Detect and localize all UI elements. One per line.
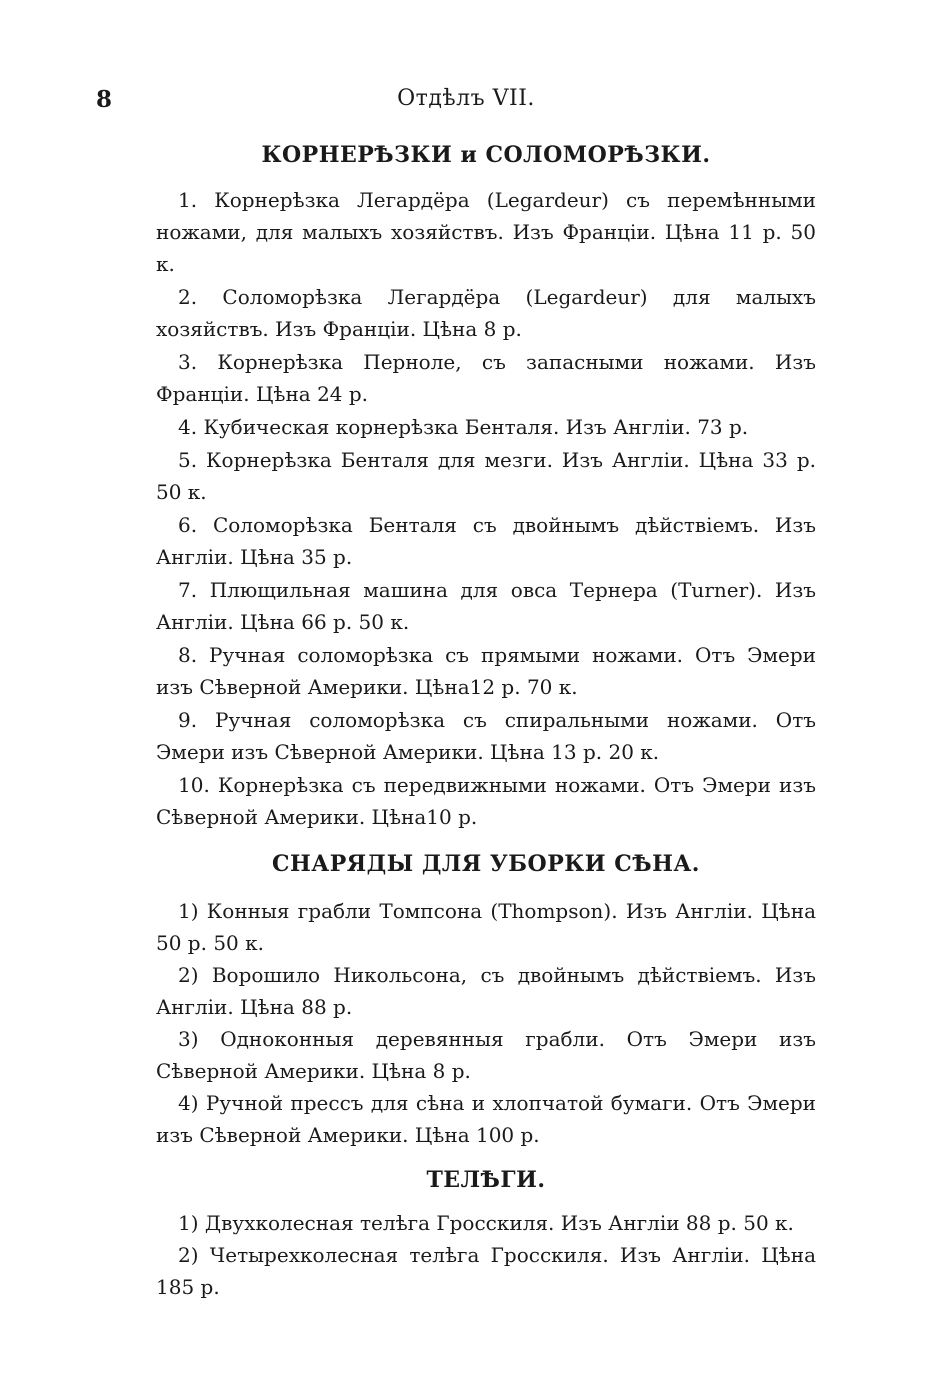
list-item: 3) Одноконныя деревянныя грабли. Отъ Эмери изъ Сѣверной Америки. Цѣна 8 р. [156, 1027, 816, 1083]
page-content [156, 140, 816, 1303]
page-number: 8 [96, 86, 113, 113]
section-title: КОРНЕРѢЗКИ и СОЛОМОРѢЗКИ. [261, 142, 711, 168]
list-item: 10. Корнерѣзка съ передвижными ножами. Отъ Эмери изъ Сѣверной Америки. Цѣна10 р. [156, 773, 816, 829]
list-item: 9. Ручная соломорѣзка съ спиральными ножами. Отъ Эмери изъ Сѣверной Америки. Цѣна 13 р. 20 к. [156, 708, 816, 764]
running-head: Отдѣлъ VII. [397, 86, 535, 111]
list-item: 1) Двухколесная телѣга Гросскиля. Изъ Англіи 88 р. 50 к. [178, 1211, 794, 1235]
list-item: 8. Ручная соломорѣзка съ прямыми ножами. Отъ Эмери изъ Сѣверной Америки. Цѣна12 р. 70 к. [156, 643, 816, 699]
section-title: СНАРЯДЫ ДЛЯ УБОРКИ СѢНА. [272, 851, 700, 877]
list-item: 2) Ворошило Никольсона, съ двойнымъ дѣйствіемъ. Изъ Англіи. Цѣна 88 р. [156, 963, 816, 1019]
section-carts [156, 1165, 816, 1303]
list-item: 1. Корнерѣзка Легардёра (Legardeur) съ перемѣнными ножами, для малыхъ хозяйствъ. Изъ Франціи. Цѣна 11 р. 50 к. [156, 188, 816, 276]
list-item: 4. Кубическая корнерѣзка Бенталя. Изъ Англіи. 73 р. [178, 415, 749, 439]
list-item: 1) Конныя грабли Томпсона (Thompson). Изъ Англіи. Цѣна 50 р. 50 к. [156, 899, 816, 955]
list-item: 2) Четырехколесная телѣга Гросскиля. Изъ Англіи. Цѣна 185 р. [156, 1243, 816, 1299]
list-item: 6. Соломорѣзка Бенталя съ двойнымъ дѣйствіемъ. Изъ Англіи. Цѣна 35 р. [156, 513, 816, 569]
section-title: ТЕЛѢГИ. [426, 1167, 546, 1193]
list-item: 3. Корнерѣзка Перноле, съ запасными ножами. Изъ Франціи. Цѣна 24 р. [156, 350, 816, 406]
list-item: 2. Соломорѣзка Легардёра (Legardeur) для малыхъ хозяйствъ. Изъ Франціи. Цѣна 8 р. [156, 285, 816, 341]
section-root-cutters [156, 140, 816, 833]
section-hay-tools [156, 849, 816, 1151]
list-item: 5. Корнерѣзка Бенталя для мезги. Изъ Англіи. Цѣна 33 р. 50 к. [156, 448, 816, 504]
list-item: 4) Ручной прессъ для сѣна и хлопчатой бумаги. Отъ Эмери изъ Сѣверной Америки. Цѣна 100 р. [156, 1091, 816, 1147]
list-item: 7. Плющильная машина для овса Тернера (Turner). Изъ Англіи. Цѣна 66 р. 50 к. [156, 578, 816, 634]
